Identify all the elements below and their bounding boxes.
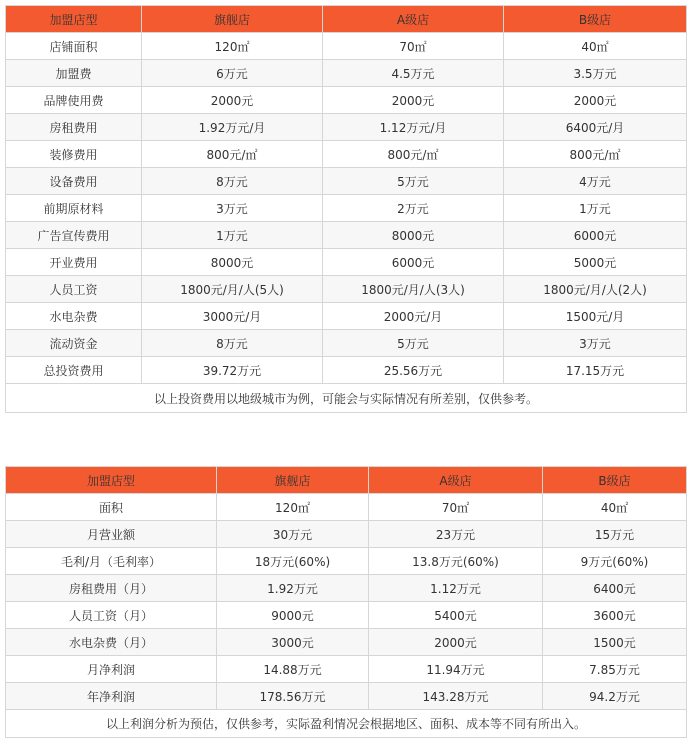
row-label-cell: 流动资金 <box>6 330 142 357</box>
table-cell: 4万元 <box>504 168 687 195</box>
table-cell: 143.28万元 <box>369 683 543 710</box>
row-label-cell: 人员工资 <box>6 276 142 303</box>
table-cell: 120㎡ <box>142 33 323 60</box>
table-note: 以上投资费用以地级城市为例，可能会与实际情况有所差别，仅供参考。 <box>6 384 687 413</box>
table-cell: 94.2万元 <box>543 683 687 710</box>
column-header: A级店 <box>369 467 543 494</box>
table-cell: 15万元 <box>543 521 687 548</box>
table-cell: 1.12万元/月 <box>323 114 504 141</box>
table-header-row <box>6 467 687 494</box>
table-cell: 1800元/月/人(2人) <box>504 276 687 303</box>
table-cell: 39.72万元 <box>142 357 323 384</box>
table-cell: 3600元 <box>543 602 687 629</box>
row-label-cell: 水电杂费（月） <box>6 629 217 656</box>
table-row <box>6 222 687 249</box>
table-note: 以上利润分析为预估，仅供参考，实际盈利情况会根据地区、面积、成本等不同有所出入。 <box>6 710 687 738</box>
table-cell: 800元/㎡ <box>142 141 323 168</box>
table-note-row <box>6 384 687 413</box>
table-cell: 1500元 <box>543 629 687 656</box>
table-row <box>6 330 687 357</box>
table-cell: 120㎡ <box>217 494 369 521</box>
table-row <box>6 60 687 87</box>
table-row <box>6 629 687 656</box>
column-header: B级店 <box>504 6 687 33</box>
table-cell: 6000元 <box>504 222 687 249</box>
table-cell: 30万元 <box>217 521 369 548</box>
table-cell: 8万元 <box>142 168 323 195</box>
row-label-cell: 广告宣传费用 <box>6 222 142 249</box>
table-cell: 9万元(60%) <box>543 548 687 575</box>
row-label-cell: 房租费用（月） <box>6 575 217 602</box>
table-cell: 9000元 <box>217 602 369 629</box>
table-header-row <box>6 6 687 33</box>
table-cell: 7.85万元 <box>543 656 687 683</box>
row-label-cell: 毛利/月（毛利率） <box>6 548 217 575</box>
row-label-cell: 总投资费用 <box>6 357 142 384</box>
row-label-cell: 前期原材料 <box>6 195 142 222</box>
table-cell: 23万元 <box>369 521 543 548</box>
column-header: 加盟店型 <box>6 6 142 33</box>
table-cell: 178.56万元 <box>217 683 369 710</box>
row-label-cell: 加盟费 <box>6 60 142 87</box>
row-label-cell: 品牌使用费 <box>6 87 142 114</box>
table-cell: 5000元 <box>504 249 687 276</box>
table-cell: 17.15万元 <box>504 357 687 384</box>
table-row <box>6 249 687 276</box>
column-header: 旗舰店 <box>142 6 323 33</box>
table-row <box>6 548 687 575</box>
row-label-cell: 月净利润 <box>6 656 217 683</box>
table-cell: 3万元 <box>504 330 687 357</box>
table-row <box>6 521 687 548</box>
row-label-cell: 面积 <box>6 494 217 521</box>
table-cell: 1500元/月 <box>504 303 687 330</box>
table-row <box>6 168 687 195</box>
table-row <box>6 656 687 683</box>
table-cell: 6400元 <box>543 575 687 602</box>
table-cell: 6400元/月 <box>504 114 687 141</box>
table-cell: 4.5万元 <box>323 60 504 87</box>
table-cell: 2000元 <box>369 629 543 656</box>
table-cell: 3万元 <box>142 195 323 222</box>
table-cell: 70㎡ <box>323 33 504 60</box>
table-cell: 6万元 <box>142 60 323 87</box>
table-cell: 1.92万元/月 <box>142 114 323 141</box>
table-cell: 5400元 <box>369 602 543 629</box>
row-label-cell: 装修费用 <box>6 141 142 168</box>
row-label-cell: 年净利润 <box>6 683 217 710</box>
table-row <box>6 602 687 629</box>
investment-cost-table <box>5 5 687 413</box>
table-row <box>6 87 687 114</box>
table-cell: 8000元 <box>142 249 323 276</box>
column-header: 旗舰店 <box>217 467 369 494</box>
table-cell: 2000元 <box>142 87 323 114</box>
table-cell: 8000元 <box>323 222 504 249</box>
profit-analysis-table <box>5 466 687 738</box>
table-row <box>6 114 687 141</box>
table-cell: 1.92万元 <box>217 575 369 602</box>
table-row <box>6 575 687 602</box>
table-cell: 1万元 <box>504 195 687 222</box>
column-header: 加盟店型 <box>6 467 217 494</box>
column-header: B级店 <box>543 467 687 494</box>
table-row <box>6 33 687 60</box>
table-cell: 5万元 <box>323 330 504 357</box>
table-cell: 3000元/月 <box>142 303 323 330</box>
table-note-row <box>6 710 687 738</box>
table-row <box>6 683 687 710</box>
table-cell: 2000元 <box>323 87 504 114</box>
table-cell: 1800元/月/人(5人) <box>142 276 323 303</box>
table-cell: 25.56万元 <box>323 357 504 384</box>
row-label-cell: 水电杂费 <box>6 303 142 330</box>
row-label-cell: 设备费用 <box>6 168 142 195</box>
table-cell: 5万元 <box>323 168 504 195</box>
table-cell: 18万元(60%) <box>217 548 369 575</box>
table-cell: 11.94万元 <box>369 656 543 683</box>
table-cell: 8万元 <box>142 330 323 357</box>
table-cell: 2万元 <box>323 195 504 222</box>
table-cell: 800元/㎡ <box>323 141 504 168</box>
table-cell: 40㎡ <box>543 494 687 521</box>
row-label-cell: 房租费用 <box>6 114 142 141</box>
table-cell: 1万元 <box>142 222 323 249</box>
table-cell: 6000元 <box>323 249 504 276</box>
table-cell: 3000元 <box>217 629 369 656</box>
table-cell: 40㎡ <box>504 33 687 60</box>
table-cell: 2000元/月 <box>323 303 504 330</box>
table-cell: 13.8万元(60%) <box>369 548 543 575</box>
row-label-cell: 月营业额 <box>6 521 217 548</box>
table-row <box>6 357 687 384</box>
table-cell: 14.88万元 <box>217 656 369 683</box>
table-cell: 3.5万元 <box>504 60 687 87</box>
row-label-cell: 店铺面积 <box>6 33 142 60</box>
table-row <box>6 195 687 222</box>
table-row <box>6 494 687 521</box>
table-cell: 2000元 <box>504 87 687 114</box>
table-cell: 70㎡ <box>369 494 543 521</box>
table-row <box>6 303 687 330</box>
table-cell: 1.12万元 <box>369 575 543 602</box>
table-cell: 1800元/月/人(3人) <box>323 276 504 303</box>
row-label-cell: 开业费用 <box>6 249 142 276</box>
row-label-cell: 人员工资（月） <box>6 602 217 629</box>
table-cell: 800元/㎡ <box>504 141 687 168</box>
column-header: A级店 <box>323 6 504 33</box>
table-row <box>6 141 687 168</box>
table-row <box>6 276 687 303</box>
